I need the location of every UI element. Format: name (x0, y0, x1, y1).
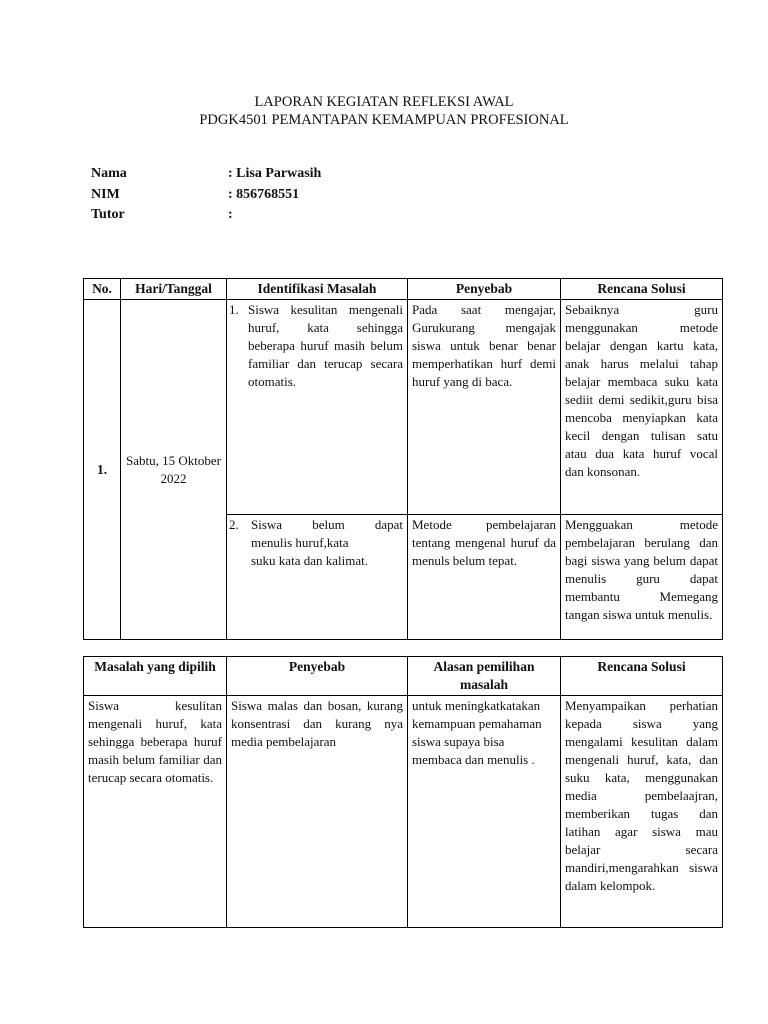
identity-label: Tutor (91, 207, 125, 222)
identity-label: NIM (91, 186, 120, 202)
cause-cell: Siswa malas dan bosan, kurang konsentrasi dan kurang nya media pembelajaran (227, 696, 408, 928)
problem-text-line: menulis huruf,kata (251, 535, 349, 550)
problem-cell (227, 300, 408, 515)
col-header-selected-problem: Masalah yang dipilih (84, 657, 227, 696)
table-header-row (84, 657, 723, 696)
selected-problem-cell: Siswa kesulitan mengenali huruf, kata sehingga beberapa huruf masih belum familiar dan terucap secara otomatis. (84, 696, 227, 928)
problem-text: Siswa kesulitan mengenali huruf, kata sehingga beberapa huruf masih belum familiar dan terucap secara otomatis. (248, 302, 403, 389)
problem-text-block (251, 516, 403, 570)
table-header-row (84, 279, 723, 300)
table-row (84, 300, 723, 515)
solution-cell: Mengguakan metode pembelajaran berulang dan bagi siswa yang belum dapat menulis guru dapat membantu Memegang tangan siswa untuk menulis. (561, 515, 723, 640)
selection-table (83, 656, 723, 928)
identity-block (91, 164, 321, 226)
col-header-solution: Rencana Solusi (561, 279, 723, 300)
identity-label: Nama (91, 166, 127, 181)
col-header-solution: Rencana Solusi (561, 657, 723, 696)
reason-cell: untuk meningkatkatakan kemampuan pemahaman siswa supaya bisa membaca dan menulis . (408, 696, 561, 928)
identity-value: : 856768551 (228, 186, 300, 202)
problem-cell (227, 515, 408, 640)
cause-cell: Pada saat mengajar, Gurukurang mengajak siswa untuk benar benar memperhatikan hurf demi huruf yang di baca. (408, 300, 561, 515)
identity-value: : (228, 207, 233, 222)
identity-row-nim (91, 185, 321, 206)
col-header-cause: Penyebab (408, 279, 561, 300)
list-number: 2. (229, 517, 239, 532)
solution-cell: Sebaiknya guru menggunakan metode belajar dengan kartu kata, anak harus melalui tahap belajar membaca suku kata sediit demi sedikit,guru bisa mencoba menyiapkan kata kecil dengan tulisan satu atau dua kata huruf vocal dan konsonan. (561, 300, 723, 515)
identity-row-tutor (91, 205, 321, 226)
course-title: PDGK4501 PEMANTAPAN KEMAMPUAN PROFESIONAL (199, 112, 569, 128)
solution-cell: Menyampaikan perhatian kepada siswa yang mengalami kesulitan dalam mengenali huruf, kata, dan suku kata, menggunakan media pembelaajran, memberikan tugas dan latihan agar siswa mau belajar secara mandiri,mengarahkan siswa dalam kelompok. (561, 696, 723, 928)
row-date: Sabtu, 15 Oktober 2022 (121, 300, 227, 640)
col-header-cause: Penyebab (227, 657, 408, 696)
row-number: 1. (84, 300, 121, 640)
identity-value: : Lisa Parwasih (228, 166, 322, 181)
problem-text-line: Siswa belum dapat (251, 517, 403, 532)
problem-text-line: suku kata dan kalimat. (251, 553, 368, 568)
col-header-reason: Alasan pemilihan masalah (408, 657, 561, 696)
reflection-table (83, 278, 723, 640)
col-header-date: Hari/Tanggal (121, 279, 227, 300)
list-number: 1. (229, 302, 239, 317)
cause-cell: Metode pembelajaran tentang mengenal huruf da menuls belum tepat. (408, 515, 561, 640)
col-header-no: No. (84, 279, 121, 300)
table-row (84, 696, 723, 928)
col-header-problem: Identifikasi Masalah (227, 279, 408, 300)
report-title: LAPORAN KEGIATAN REFLEKSI AWAL (254, 94, 514, 110)
identity-row-nama (91, 164, 321, 185)
